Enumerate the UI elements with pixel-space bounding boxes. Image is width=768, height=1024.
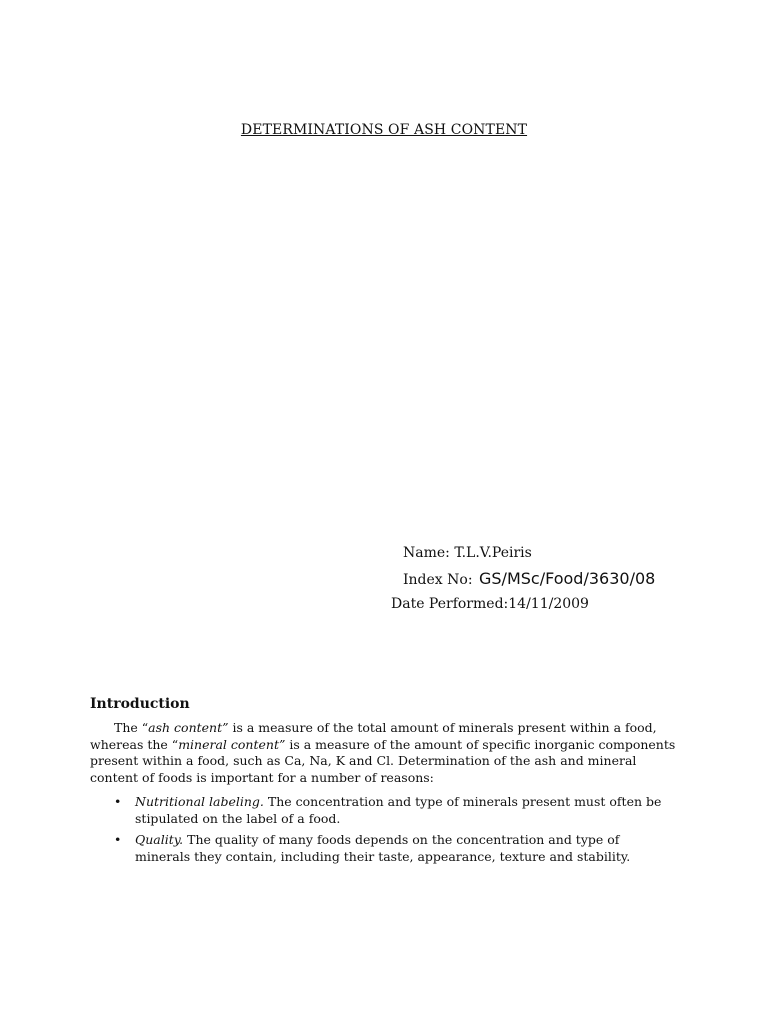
reasons-list: [90, 794, 670, 870]
author-name-line: [403, 545, 532, 561]
mineral-content-term: mineral content”: [178, 736, 286, 752]
index-label: Index No:: [403, 572, 473, 588]
list-item: [90, 794, 670, 827]
index-value: GS/MSc/Food/3630/08: [479, 569, 656, 588]
intro-text-2: is a measure of the total amount of minerals present within a food, whereas the “: [90, 720, 657, 752]
intro-text-3: is a measure of the amount of specific inorganic components present within a food, such as Ca, Na, K and Cl. Determination of the ash and mineral content of foods is important for a number of reasons:: [90, 736, 676, 785]
bullet-icon: •: [114, 794, 122, 809]
bullet-icon: •: [114, 832, 122, 847]
date-label: Date Performed:: [391, 596, 509, 612]
introduction-paragraph: [90, 720, 680, 786]
date-value: 14/11/2009: [508, 596, 589, 612]
bullet-text: The quality of many foods depends on the concentration and type of minerals they contain, including their taste, appearance, texture and stability.: [135, 832, 631, 864]
ash-content-term: ash content”: [148, 720, 229, 735]
list-item: [90, 832, 670, 865]
index-number-line: [403, 569, 655, 588]
page-title: DETERMINATIONS OF ASH CONTENT: [240, 122, 528, 138]
name-value: T.L.V.Peiris: [454, 545, 532, 561]
name-label: Name:: [403, 545, 450, 561]
introduction-heading: Introduction: [90, 696, 190, 712]
bullet-term: Quality.: [135, 832, 184, 847]
date-performed-line: [391, 596, 589, 612]
intro-text-1: The “: [114, 720, 149, 735]
bullet-term: Nutritional labeling.: [135, 794, 264, 809]
bullet-text: The concentration and type of minerals present must often be stipulated on the label of a food.: [135, 794, 662, 826]
